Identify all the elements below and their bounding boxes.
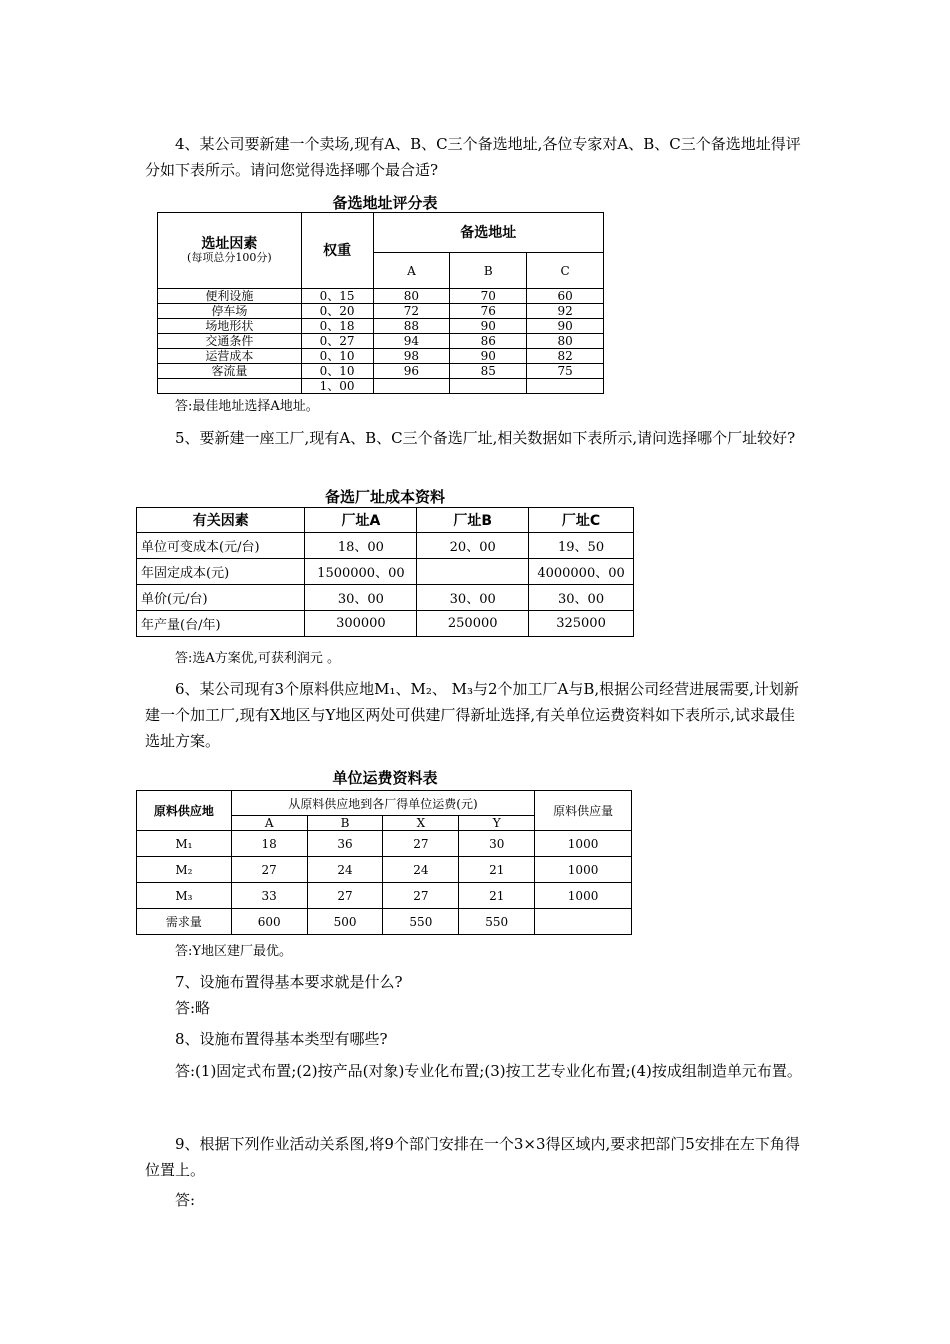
- table-row: 客流量 0、10 96 85 75: [158, 364, 604, 379]
- table-row: 便利设施 0、15 80 70 60: [158, 289, 604, 304]
- header-supply: 原料供应量: [535, 791, 632, 831]
- table-row: 年固定成本(元) 1500000、00 4000000、00: [137, 559, 634, 585]
- q4-answer: 答:最佳地址选择A地址。: [175, 399, 319, 414]
- q5-text: 5、要新建一座工厂,现有A、B、C三个备选厂址,相关数据如下表所示,请问选择哪个厂址较好?: [175, 429, 796, 447]
- header-c: C: [527, 253, 604, 289]
- q4-text: 4、某公司要新建一个卖场,现有A、B、C三个备选地址,各位专家对A、B、C三个备选地址得评分如下表所示。请问您觉得选择哪个最合适?: [145, 135, 801, 179]
- q5-table-title: 备选厂址成本资料: [324, 488, 445, 506]
- header-b: B: [450, 253, 527, 289]
- header-factor: 有关因素: [137, 508, 305, 533]
- q8-text: 8、设施布置得基本类型有哪些?: [175, 1030, 388, 1048]
- table-row: M₂ 27 24 24 21 1000: [137, 857, 632, 883]
- table-row: 需求量 600 500 550 550: [137, 909, 632, 935]
- table-row: 场地形状 0、18 88 90 90: [158, 319, 604, 334]
- header-sites: 备选地址: [373, 213, 604, 253]
- table-row: 年产量(台/年) 300000 250000 325000: [137, 611, 634, 637]
- q4-table-title: 备选地址评分表: [332, 194, 438, 212]
- plant-cost-table: [136, 507, 634, 637]
- header-col-y: Y: [459, 816, 535, 831]
- q6-text: 6、某公司现有3个原料供应地M₁、M₂、 M₃与2个加工厂A与B,根据公司经营进展需要,计划新建一个加工厂,现有X地区与Y地区两处可供建厂得新址选择,有关单位运费资料如下表所示,试求最佳选址方案。: [145, 680, 799, 750]
- q7-text: 7、设施布置得基本要求就是什么?: [175, 973, 403, 991]
- q5-answer: 答:选A方案优,可获利润元 。: [175, 651, 341, 666]
- header-weight: 权重: [301, 213, 373, 289]
- table-row: 停车场 0、20 72 76 92: [158, 304, 604, 319]
- q9-answer: 答:: [175, 1191, 196, 1209]
- table-row: 运营成本 0、10 98 90 82: [158, 349, 604, 364]
- q6-table-title: 单位运费资料表: [332, 769, 438, 787]
- header-col-b: B: [307, 816, 383, 831]
- q9-text: 9、根据下列作业活动关系图,将9个部门安排在一个3×3得区域内,要求把部门5安排在左下角得位置上。: [145, 1135, 800, 1179]
- table-row: 1、00: [158, 379, 604, 394]
- site-score-table: [157, 212, 604, 394]
- header-factor: 选址因素 (每项总分100分): [158, 213, 302, 289]
- header-site-b: 厂址B: [417, 508, 529, 533]
- table-row: 单位可变成本(元/台) 18、00 20、00 19、50: [137, 533, 634, 559]
- freight-cost-table: [136, 790, 632, 935]
- header-a: A: [373, 253, 450, 289]
- header-col-x: X: [383, 816, 459, 831]
- header-site-c: 厂址C: [529, 508, 634, 533]
- table-row: 单价(元/台) 30、00 30、00 30、00: [137, 585, 634, 611]
- header-site-a: 厂址A: [305, 508, 417, 533]
- q6-answer: 答:Y地区建厂最优。: [175, 944, 292, 959]
- q7-answer: 答:略: [175, 999, 211, 1017]
- header-source: 原料供应地: [137, 791, 232, 831]
- table-row: M₁ 18 36 27 30 1000: [137, 831, 632, 857]
- table-row: M₃ 33 27 27 21 1000: [137, 883, 632, 909]
- q8-answer: 答:(1)固定式布置;(2)按产品(对象)专业化布置;(3)按工艺专业化布置;(4)按成组制造单元布置。: [175, 1062, 802, 1080]
- header-col-a: A: [231, 816, 307, 831]
- header-cost: 从原料供应地到各厂得单位运费(元): [231, 791, 534, 816]
- table-row: 交通条件 0、27 94 86 80: [158, 334, 604, 349]
